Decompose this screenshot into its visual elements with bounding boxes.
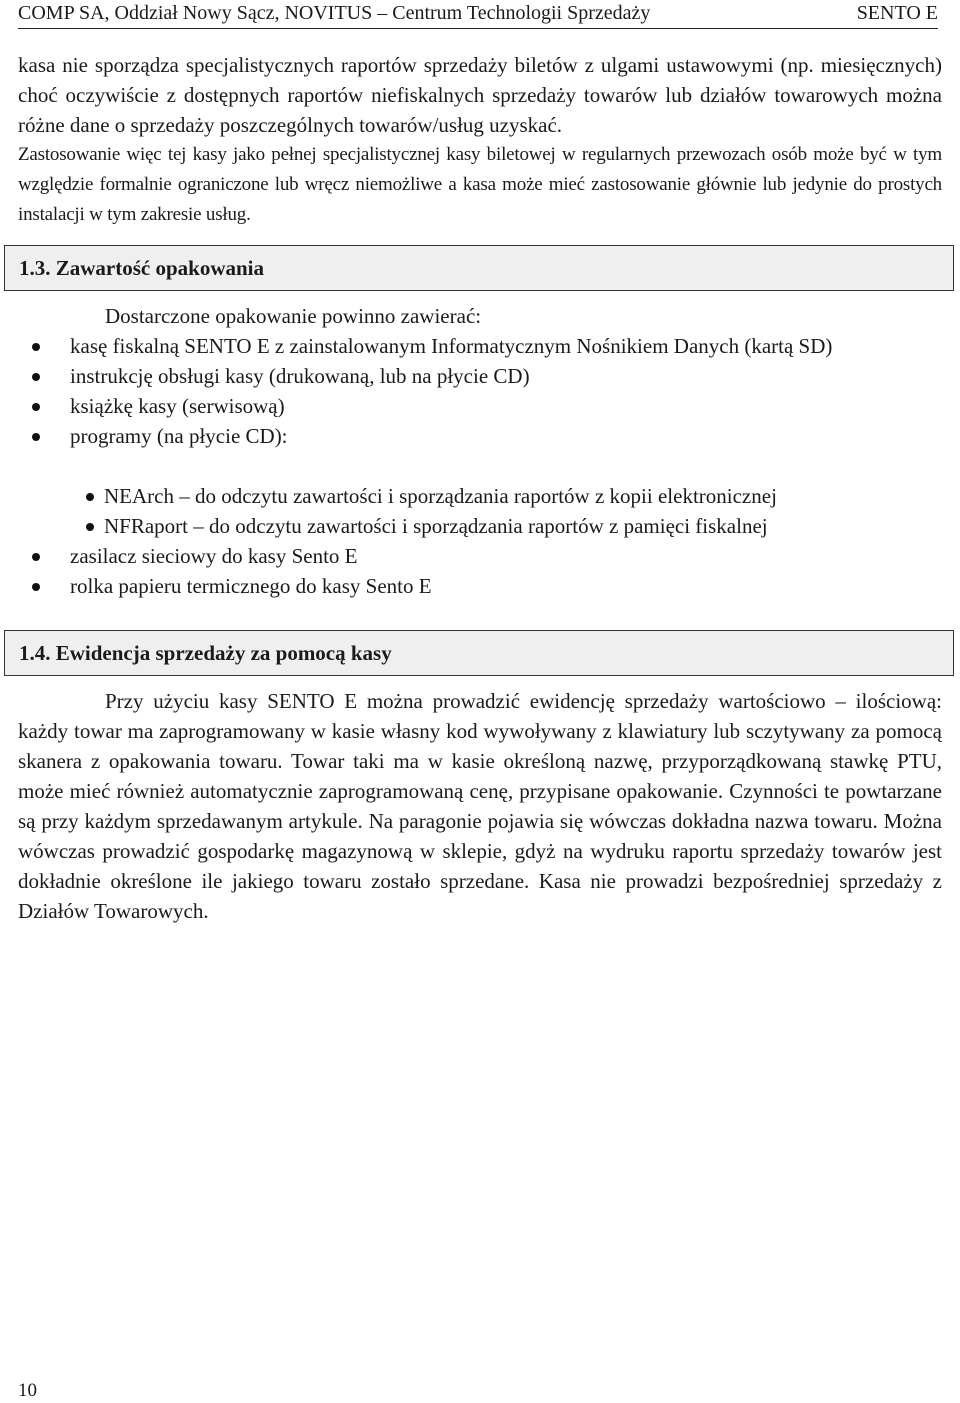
section-lead: Dostarczone opakowanie powinno zawierać: <box>105 304 482 328</box>
bullet-icon <box>32 403 40 411</box>
page-number: 10 <box>18 1380 37 1401</box>
intro-paragraph-continued: Zastosowanie więc tej kasy jako pełnej specjalistycznej kasy biletowej w regularnych przewozach osób może być w tym względzie formalnie ograniczone lub wręcz niemożliwe a kasa może mieć zastosowanie głównie lub jedynie do prostych instalacji w tym zakresie usług. <box>18 144 942 225</box>
bullet-icon <box>32 343 40 351</box>
list-item: NFRaport – do odczytu zawartości i sporządzania raportów z pamięci fiskalnej <box>18 511 942 541</box>
page-header <box>18 0 938 29</box>
list-item: książkę kasy (serwisową) <box>18 391 942 421</box>
list-item: NEArch – do odczytu zawartości i sporządzania raportów z kopii elektronicznej <box>18 481 942 511</box>
bullet-icon <box>32 433 40 441</box>
list-item: zasilacz sieciowy do kasy Sento E <box>18 541 942 571</box>
list-item: instrukcję obsługi kasy (drukowaną, lub na płycie CD) <box>18 361 942 391</box>
intro-paragraph: kasa nie sporządza specjalistycznych raportów sprzedaży biletów z ulgami ustawowymi (np. miesięcznych) choć oczywiście z dostępnych raportów niefiskalnych sprzedaży towarów lub działów towarowych można różne dane o sprzedaży poszczególnych towarów/usług uzyskać. <box>18 53 942 137</box>
section-heading-1-4: 1.4. Ewidencja sprzedaży za pomocą kasy <box>4 630 954 676</box>
section-paragraph: Przy użyciu kasy SENTO E można prowadzić ewidencję sprzedaży wartościowo – ilościową: każdy towar ma zaprogramowany w kasie własny kod wywoływany z klawiatury lub sczytywany za pomocą skanera z opakowania towaru. Towar taki ma w kasie określoną nazwę, przyporządkowaną stawkę PTU, może mieć również automatycznie zaprogramowaną cenę, przypisane opakowanie. Czynności te powtarzane są przy każdym sprzedawanym artykule. Na paragonie pojawia się wówczas dokładna nazwa towaru. Można wówczas prowadzić gospodarkę magazynową w sklepie, gdyż na wydruku raportu sprzedaży towarów jest dokładnie określone ile jakiego towaru zostało sprzedane. Kasa nie prowadzi bezpośredniej sprzedaży z Działów Towarowych. <box>18 689 942 923</box>
bullet-icon <box>86 493 94 501</box>
header-title: COMP SA, Oddział Nowy Sącz, NOVITUS – Centrum Technologii Sprzedaży <box>18 2 651 24</box>
contents-list <box>18 331 942 451</box>
bullet-icon <box>86 523 94 531</box>
bullet-icon <box>32 553 40 561</box>
programs-sublist <box>18 481 942 541</box>
list-item: kasę fiskalną SENTO E z zainstalowanym Informatycznym Nośnikiem Danych (kartą SD) <box>18 331 942 361</box>
header-product: SENTO E <box>856 2 938 24</box>
bullet-icon <box>32 373 40 381</box>
contents-list-continued <box>18 541 942 601</box>
bullet-icon <box>32 583 40 591</box>
list-item: programy (na płycie CD): <box>18 421 942 451</box>
list-item: rolka papieru termicznego do kasy Sento E <box>18 571 942 601</box>
section-heading-1-3: 1.3. Zawartość opakowania <box>4 245 954 291</box>
